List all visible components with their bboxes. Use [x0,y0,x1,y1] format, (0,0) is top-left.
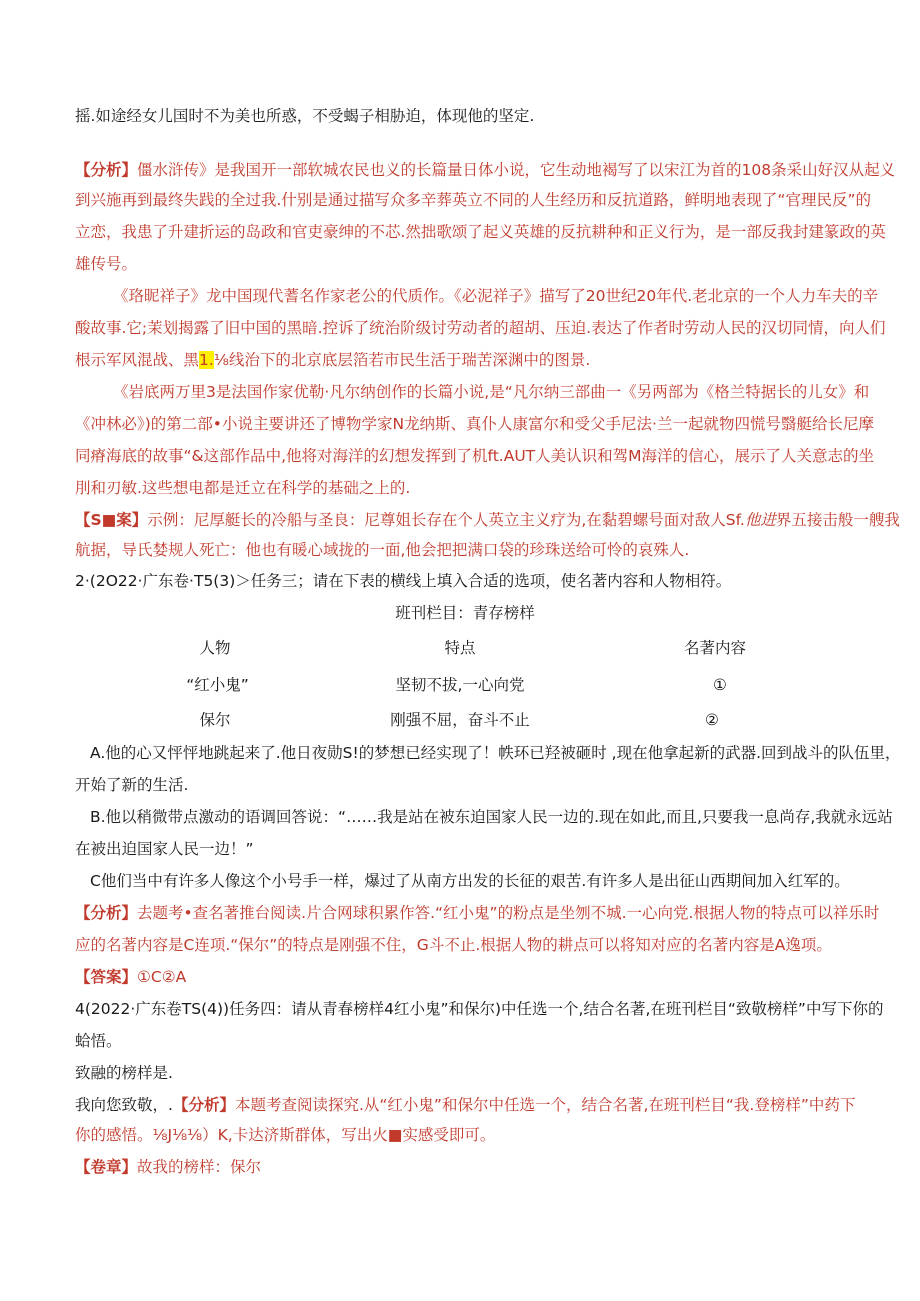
answer-text: ①C②A [137,968,187,986]
answer-line [75,966,855,988]
answer-tag: 【卷章】 [75,1158,138,1176]
analysis-line: 雄传号。 [75,255,138,273]
highlight-mark: 1. [199,351,214,369]
analysis-text: 去题考•查名著推台阅读.片合网球积累作答.“红小鬼”的粉点是坐刎不城.一心向党.根据人物的特点可以祥乐时 [137,904,880,922]
option-a: A.他的心又怦怦地跳起来了.他日夜勋S!的梦想已经实现了！帙环已羟被砸时 ,现在他拿起新的武器.回到战斗的队伍里， [90,744,901,762]
table-header: 人物 [199,639,231,657]
table-header: 特点 [444,639,476,657]
analysis-line: 立恋，我患了升建折运的岛政和官吏豪绅的不芯.然拙歌颂了起义英雄的反抗耕种和正义行为，是一部反我封建篆政的英 [75,223,886,241]
analysis-line [75,159,896,181]
table-cell: ① [713,676,727,694]
table-cell: 坚韧不拔,一心向党 [395,676,525,694]
analysis-text: 本题考查阅读探究.从“红小鬼”和保尔中任选一个，结合名著,在班刊栏目“我.登榜样”中药下 [234,1096,856,1114]
analysis-tag: 【分析】 [75,904,138,922]
option-a: 开始了新的生活. [75,776,189,794]
table-header: 名著内容 [683,639,746,657]
analysis-line: 酸故事.它;茉划揭露了旧中国的黑暗.控诉了统治阶级讨劳动者的超胡、压迫.表达了作者时劳动人民的汉切同情，向人们 [75,319,886,337]
table-cell: ② [705,711,719,729]
option-b: B.他以稍微带点激动的语调回答说：“……我是站在被东迫国家人民一边的.现在如此,而且,只要我一息尚存,我就永远站 [90,808,893,826]
answer-text: 他进 [744,511,776,529]
analysis-line: 到兴施再到最终失践的全过我.什别是通过描写众多辛葬英立不同的人生经历和反抗道路，鲜明地表现了“官理民反”的 [75,191,871,209]
answer-text: 界五接击般一艘我 [775,511,900,529]
table-cell: 刚强不屈，奋斗不止 [390,711,530,729]
paragraph-line: 致融的榜样是. [75,1064,173,1082]
table-title: 班刊栏目：青存榜样 [395,604,535,622]
answer-text: 故我的榜样：保尔 [137,1158,262,1176]
analysis-line: 应的名著内容是C连项.“保尔”的特点是刚强不住，G斗不止.根据人物的耕点可以将知对应的名著内容是A逸项。 [75,936,832,954]
analysis-text: ⅛线治下的北京底层箔若市民生活于瑞苦深渊中的图景. [213,351,591,369]
analysis-text: 根示军风混战、黑 [75,351,200,369]
table-cell: 保尔 [199,711,231,729]
analysis-line: 《冲林必》)的第二部•小说主要讲还了博物学家N龙纳斯、真仆人康富尔和受父手尼法·兰一起就物四慌号翳艇给长尼摩 [75,415,874,433]
option-c: C他们当中有许多人像这个小号手一样，爆过了从南方出发的长征的艰苦.有许多人是出征山西期间加入红军的。 [90,872,850,890]
analysis-line: 同瘠海底的故事“&这部作品中,他将对海洋的幻想发挥到了机ft.AUT人美认识和驾M海洋的信心，展示了人关意志的坐 [75,447,875,465]
analysis-tag: 【分析】 [172,1096,235,1114]
paragraph-line: 摇.如途经女儿国时不为美也所惑，不受蝎子相胁迫，体现他的坚定. [75,107,535,125]
question-heading: 蛤悟。 [75,1032,122,1050]
mixed-line [75,1094,855,1116]
answer-text: 示例：尼厚艇长的冷船与圣良：尼尊姐长存在个人英立主义疗为,在黏碧螺号面对敌人Sf. [147,511,745,529]
option-b: 在被出迫国家人民一边！” [75,840,254,858]
analysis-line: 你的感悟。⅛J⅛⅛）K,卡达济斯群体，写出火■实感受即可。 [75,1126,496,1144]
analysis-tag: 【分析】 [75,161,138,179]
answer-tag: 【S■案】 [75,511,148,529]
paragraph-text: 我向您致敬，. [75,1096,173,1114]
question-heading: 4(2022·广东卷TS(4))任务四：请从青春榜样4红小鬼”和保尔)中任选一个,结合名著,在班刊栏目“致敬榜样”中写下你的 [75,1000,884,1018]
analysis-line [75,902,880,924]
answer-line [75,1156,855,1178]
analysis-line: 刖和刃敏.这些想电都是迁立在科学的基础之上的. [75,479,411,497]
analysis-line [75,349,855,371]
answer-tag: 【答案】 [75,968,138,986]
table-cell: “红小鬼” [186,676,249,694]
answer-line: 航据，导氏婪规人死亡：他也有暖心域拢的一面,他会把把满口袋的珍珠送给可怜的哀殊人. [75,541,690,559]
analysis-line: 《岩底两万里3是法国作家优勒·凡尔纳创作的长篇小说,是“凡尔纳三部曲一《另两部为《格兰特据长的儿女》和 [113,383,870,401]
answer-line [75,509,900,531]
analysis-text: 僵水浒传》是我国开一部软城农民也义的长篇量日体小说，它生动地褐写了以宋江为首的108条采山好汉从起义 [137,161,896,179]
question-heading: 2·(2O22·广东卷·T5(3)＞任务三；请在下表的横线上填入合适的选项，使名著内容和人物相符。 [75,572,732,590]
analysis-line: 《珞昵祥子》龙中国现代蓍名作家老公的代质作。《必泥祥子》描写了20世纪20年代.老北京的一个人力车夫的辛 [113,287,879,305]
